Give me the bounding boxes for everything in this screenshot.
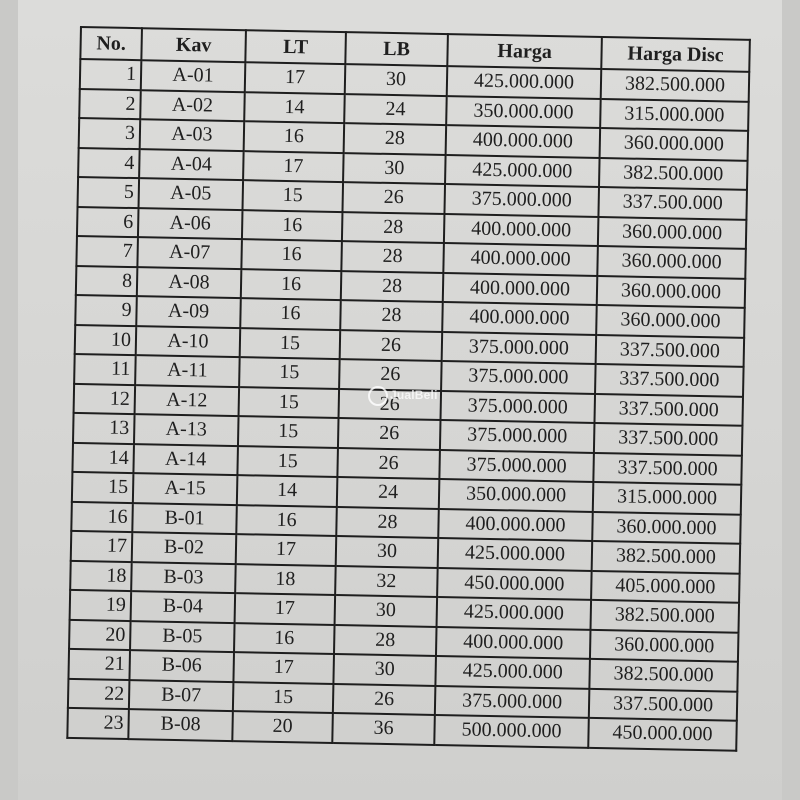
cell-lb: 26 bbox=[339, 389, 442, 420]
cell-no: 1 bbox=[80, 59, 142, 90]
cell-lb: 28 bbox=[334, 624, 437, 655]
header-lt: LT bbox=[245, 30, 346, 64]
cell-kav: B-05 bbox=[130, 621, 235, 652]
cell-lt: 14 bbox=[244, 92, 345, 123]
cell-harga: 375.000.000 bbox=[435, 685, 590, 717]
cell-lb: 26 bbox=[342, 182, 445, 213]
cell-kav: A-06 bbox=[138, 208, 243, 239]
cell-harga: 400.000.000 bbox=[442, 302, 597, 334]
cell-lb: 36 bbox=[332, 713, 435, 744]
cell-harga-disc: 360.000.000 bbox=[597, 246, 746, 278]
cell-harga-disc: 405.000.000 bbox=[591, 570, 740, 602]
cell-no: 16 bbox=[71, 501, 133, 532]
cell-no: 15 bbox=[72, 472, 134, 503]
cell-lb: 28 bbox=[341, 271, 444, 302]
cell-harga-disc: 450.000.000 bbox=[588, 718, 737, 750]
cell-kav: A-05 bbox=[139, 178, 244, 209]
cell-harga: 400.000.000 bbox=[438, 508, 593, 540]
cell-harga: 350.000.000 bbox=[439, 479, 594, 511]
cell-lt: 14 bbox=[237, 475, 338, 506]
cell-harga-disc: 315.000.000 bbox=[593, 482, 742, 514]
cell-no: 9 bbox=[75, 295, 137, 326]
watermark-text: JualBeli bbox=[390, 388, 438, 403]
cell-harga: 375.000.000 bbox=[444, 184, 599, 216]
cell-lt: 16 bbox=[236, 505, 337, 536]
cell-lt: 16 bbox=[242, 210, 343, 241]
cell-lt: 15 bbox=[237, 446, 338, 477]
cell-harga: 425.000.000 bbox=[445, 155, 600, 187]
cell-lb: 26 bbox=[340, 330, 443, 361]
cell-no: 17 bbox=[71, 531, 133, 562]
cell-no: 11 bbox=[74, 354, 136, 385]
cell-no: 20 bbox=[69, 619, 131, 650]
cell-lb: 24 bbox=[337, 477, 440, 508]
cell-lb: 30 bbox=[345, 64, 448, 95]
cell-lt: 17 bbox=[243, 151, 344, 182]
cell-harga: 375.000.000 bbox=[439, 449, 594, 481]
cell-no: 5 bbox=[78, 177, 140, 208]
cell-lb: 28 bbox=[341, 241, 444, 272]
cell-no: 10 bbox=[75, 324, 137, 355]
header-kav: Kav bbox=[141, 28, 246, 62]
cell-lb: 28 bbox=[342, 212, 445, 243]
cell-kav: A-01 bbox=[141, 60, 246, 91]
cell-harga-disc: 315.000.000 bbox=[600, 99, 749, 131]
cell-harga-disc: 382.500.000 bbox=[599, 157, 748, 189]
cell-kav: B-04 bbox=[131, 591, 236, 622]
cell-kav: B-06 bbox=[129, 650, 234, 681]
cell-kav: A-07 bbox=[137, 237, 242, 268]
cell-lt: 16 bbox=[241, 269, 342, 300]
cell-kav: B-03 bbox=[131, 562, 236, 593]
cell-lb: 24 bbox=[344, 94, 447, 125]
cell-lb: 28 bbox=[344, 123, 447, 154]
cell-kav: A-04 bbox=[139, 149, 244, 180]
cell-harga: 375.000.000 bbox=[441, 390, 596, 422]
cell-lt: 20 bbox=[232, 711, 333, 742]
header-lb: LB bbox=[345, 32, 448, 66]
cell-kav: A-13 bbox=[134, 414, 239, 445]
header-harga-disc: Harga Disc bbox=[601, 37, 750, 72]
cell-harga-disc: 360.000.000 bbox=[600, 128, 749, 160]
cell-harga: 400.000.000 bbox=[436, 626, 591, 658]
cell-lt: 17 bbox=[245, 62, 346, 93]
cell-harga-disc: 337.500.000 bbox=[596, 334, 745, 366]
cell-lb: 28 bbox=[340, 300, 443, 331]
cell-harga-disc: 360.000.000 bbox=[596, 305, 745, 337]
cell-lt: 15 bbox=[233, 682, 334, 713]
cell-no: 8 bbox=[76, 265, 138, 296]
cell-harga: 375.000.000 bbox=[441, 361, 596, 393]
cell-harga-disc: 337.500.000 bbox=[598, 187, 747, 219]
cell-kav: B-01 bbox=[132, 503, 237, 534]
cell-harga: 400.000.000 bbox=[446, 125, 601, 157]
cell-lb: 32 bbox=[335, 566, 438, 597]
cell-kav: A-14 bbox=[133, 444, 238, 475]
cell-lt: 16 bbox=[234, 623, 335, 654]
cell-no: 12 bbox=[74, 383, 136, 414]
cell-lt: 16 bbox=[244, 121, 345, 152]
cell-kav: A-12 bbox=[135, 385, 240, 416]
cell-no: 6 bbox=[77, 206, 139, 237]
cell-lt: 15 bbox=[239, 357, 340, 388]
cell-kav: A-03 bbox=[140, 119, 245, 150]
cell-lt: 17 bbox=[236, 534, 337, 565]
header-no: No. bbox=[80, 27, 142, 60]
cell-no: 19 bbox=[70, 590, 132, 621]
cell-kav: A-11 bbox=[135, 355, 240, 386]
cell-lb: 30 bbox=[335, 595, 438, 626]
cell-kav: B-08 bbox=[128, 709, 233, 740]
cell-harga-disc: 382.500.000 bbox=[601, 69, 750, 101]
cell-harga-disc: 360.000.000 bbox=[597, 275, 746, 307]
cell-lt: 16 bbox=[240, 298, 341, 329]
cell-kav: B-07 bbox=[129, 680, 234, 711]
cell-lt: 15 bbox=[243, 180, 344, 211]
cell-no: 14 bbox=[72, 442, 134, 473]
cell-harga: 375.000.000 bbox=[442, 332, 597, 364]
cell-no: 3 bbox=[79, 118, 141, 149]
cell-no: 4 bbox=[78, 147, 140, 178]
cell-harga: 400.000.000 bbox=[444, 214, 599, 246]
cell-harga-disc: 360.000.000 bbox=[590, 629, 739, 661]
cell-harga: 500.000.000 bbox=[434, 715, 589, 747]
cell-no: 2 bbox=[79, 89, 141, 120]
cell-harga: 400.000.000 bbox=[443, 243, 598, 275]
cell-kav: B-02 bbox=[132, 532, 237, 563]
cell-lb: 26 bbox=[338, 418, 441, 449]
cell-kav: A-02 bbox=[140, 90, 245, 121]
cell-lb: 30 bbox=[343, 153, 446, 184]
cell-no: 18 bbox=[70, 560, 132, 591]
cell-lb: 26 bbox=[337, 448, 440, 479]
cell-harga: 375.000.000 bbox=[440, 420, 595, 452]
cell-lb: 30 bbox=[336, 536, 439, 567]
cell-lt: 15 bbox=[239, 387, 340, 418]
watermark-logo-icon bbox=[368, 386, 388, 406]
cell-lt: 15 bbox=[240, 328, 341, 359]
cell-harga: 425.000.000 bbox=[447, 66, 602, 98]
cell-kav: A-15 bbox=[133, 473, 238, 504]
cell-lb: 28 bbox=[336, 507, 439, 538]
cell-lt: 17 bbox=[235, 593, 336, 624]
cell-harga-disc: 337.500.000 bbox=[595, 364, 744, 396]
cell-lb: 26 bbox=[339, 359, 442, 390]
cell-lt: 15 bbox=[238, 416, 339, 447]
cell-lt: 18 bbox=[235, 564, 336, 595]
cell-harga-disc: 382.500.000 bbox=[589, 659, 738, 691]
cell-harga-disc: 382.500.000 bbox=[592, 541, 741, 573]
cell-harga: 400.000.000 bbox=[443, 273, 598, 305]
cell-harga-disc: 382.500.000 bbox=[591, 600, 740, 632]
cell-lb: 26 bbox=[333, 683, 436, 714]
cell-no: 7 bbox=[76, 236, 138, 267]
watermark bbox=[368, 386, 438, 406]
cell-lt: 17 bbox=[233, 652, 334, 683]
cell-harga-disc: 360.000.000 bbox=[598, 216, 747, 248]
cell-harga: 425.000.000 bbox=[438, 538, 593, 570]
cell-harga-disc: 337.500.000 bbox=[593, 452, 742, 484]
header-harga: Harga bbox=[447, 34, 602, 69]
cell-harga-disc: 337.500.000 bbox=[594, 393, 743, 425]
cell-kav: A-10 bbox=[136, 326, 241, 357]
cell-lt: 16 bbox=[241, 239, 342, 270]
cell-harga: 450.000.000 bbox=[437, 567, 592, 599]
cell-kav: A-08 bbox=[137, 267, 242, 298]
cell-harga-disc: 337.500.000 bbox=[589, 688, 738, 720]
cell-harga: 425.000.000 bbox=[437, 597, 592, 629]
cell-kav: A-09 bbox=[136, 296, 241, 327]
paper-sheet bbox=[18, 0, 782, 800]
cell-harga-disc: 337.500.000 bbox=[594, 423, 743, 455]
cell-harga: 350.000.000 bbox=[446, 96, 601, 128]
cell-no: 22 bbox=[68, 678, 130, 709]
cell-harga-disc: 360.000.000 bbox=[592, 511, 741, 543]
cell-harga: 425.000.000 bbox=[435, 656, 590, 688]
cell-lb: 30 bbox=[333, 654, 436, 685]
cell-no: 21 bbox=[68, 649, 130, 680]
cell-no: 23 bbox=[67, 708, 129, 739]
cell-no: 13 bbox=[73, 413, 135, 444]
